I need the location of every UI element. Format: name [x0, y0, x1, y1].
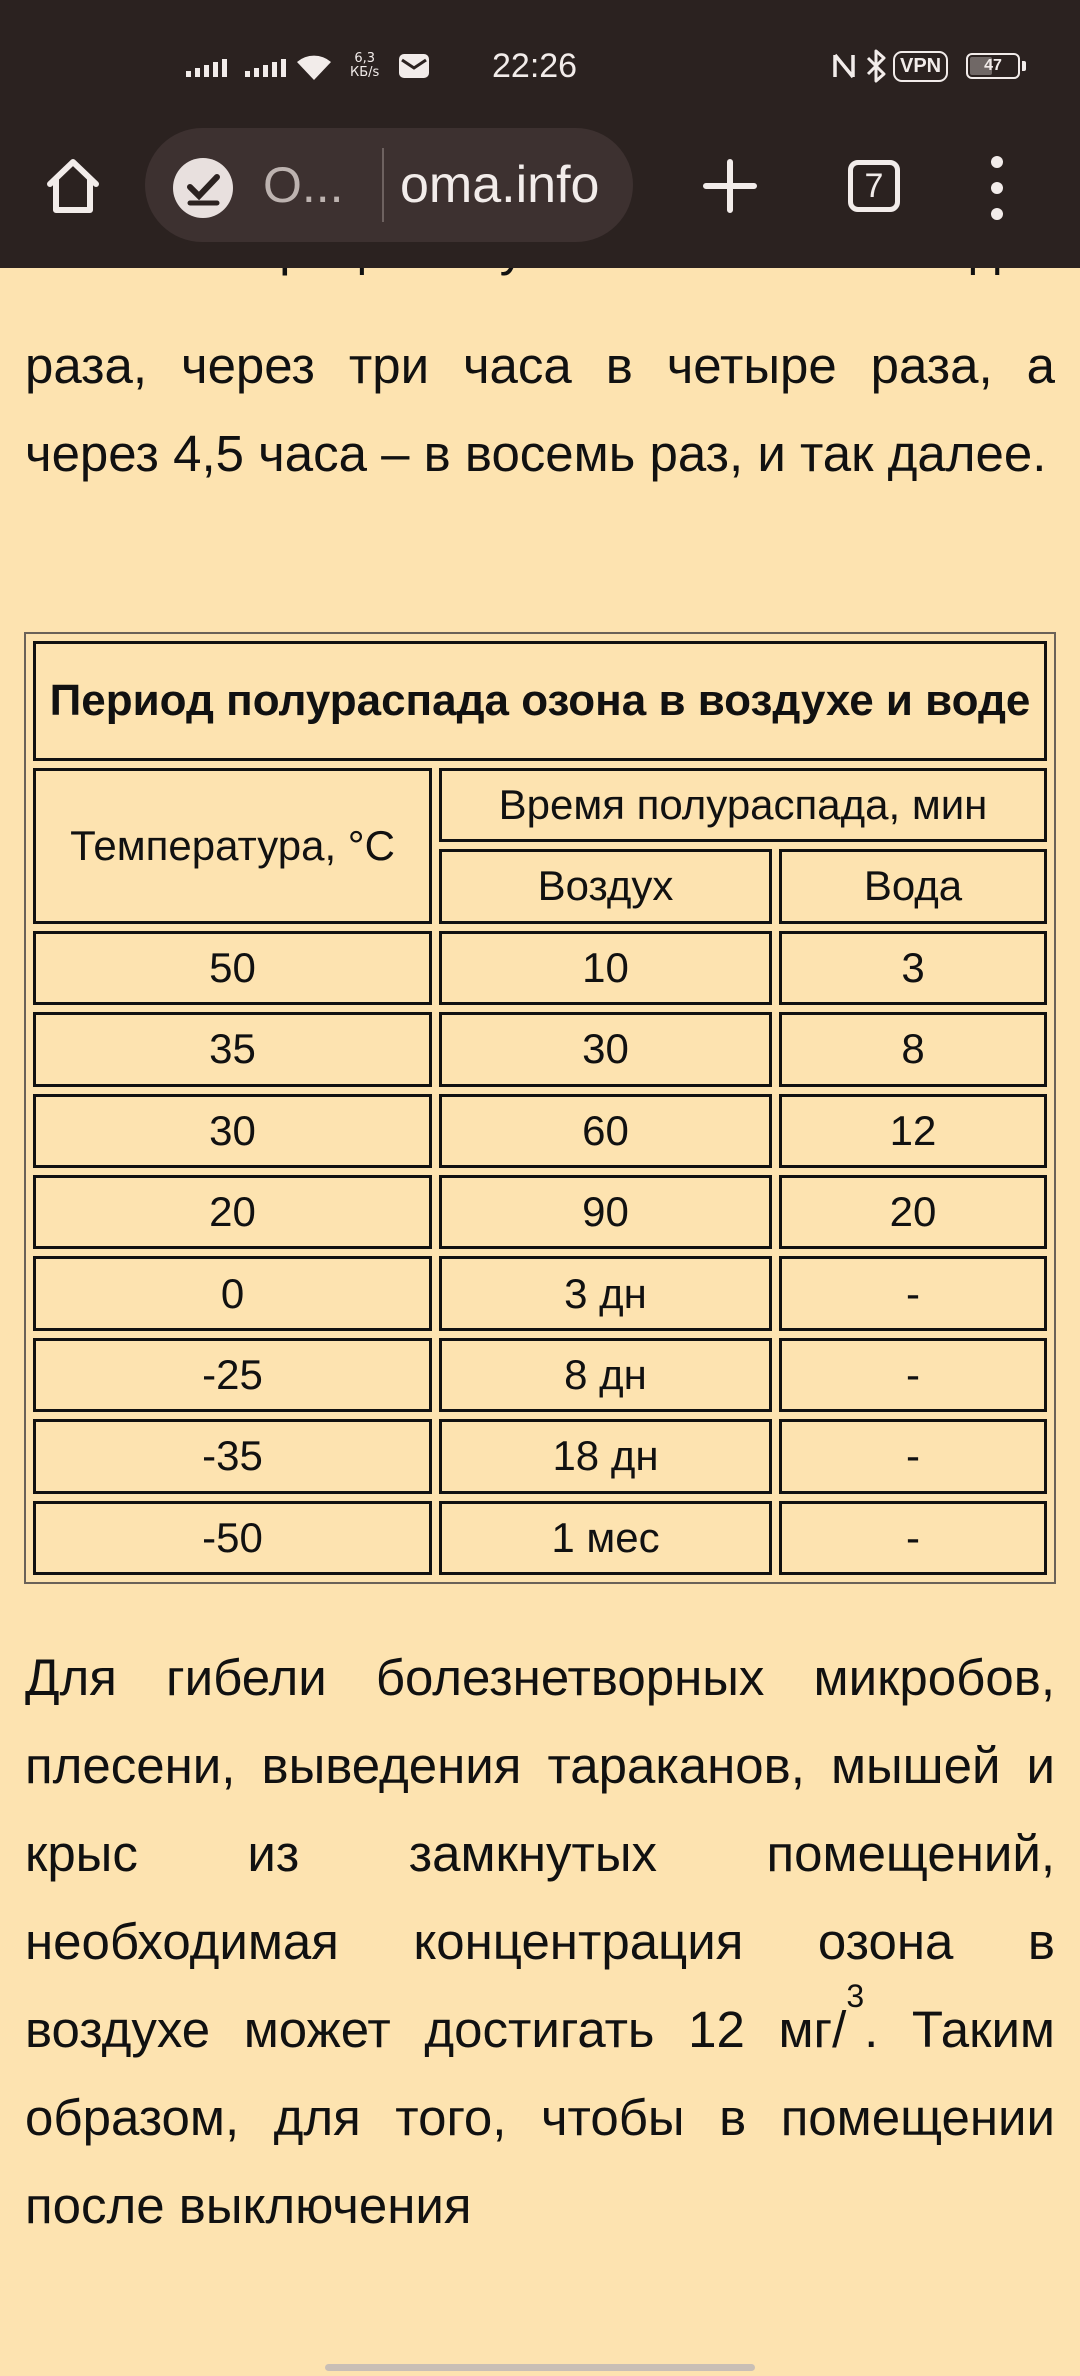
- bluetooth-icon: [864, 40, 888, 92]
- more-menu-button[interactable]: [982, 156, 1012, 220]
- cell-air: 90: [439, 1175, 772, 1249]
- wifi-icon: [294, 40, 334, 92]
- network-speed-unit: КБ/s: [350, 65, 380, 80]
- plus-icon: [700, 156, 760, 216]
- url-text[interactable]: oma.info: [400, 156, 600, 214]
- paragraph-intro: раза, через три часа в четыре раза, а через 4,5 часа – в восемь раз, и так далее.: [25, 337, 1055, 482]
- network-speed: [350, 40, 379, 92]
- vpn-badge: VPN: [893, 51, 948, 82]
- cell-water: 8: [779, 1012, 1047, 1086]
- battery-icon: [966, 53, 1020, 79]
- cell-temperature: 50: [33, 931, 432, 1005]
- gesture-bar[interactable]: [325, 2364, 755, 2371]
- header-air: Воздух: [439, 849, 772, 923]
- address-separator: [382, 148, 384, 222]
- cell-temperature: 30: [33, 1094, 432, 1168]
- cell-temperature: 35: [33, 1012, 432, 1086]
- table-row: [33, 1419, 1047, 1493]
- header-temperature: Температура, °С: [33, 768, 432, 924]
- paragraph-ozone-concentration: [25, 1634, 1055, 2250]
- paragraph-text-tail: . Таким образом, для того, чтобы в помещении после выключения: [25, 2001, 1055, 2234]
- top-bar: [0, 0, 1080, 268]
- cell-air: 18 дн: [439, 1419, 772, 1493]
- table-row: [33, 1012, 1047, 1086]
- page-title-short: О...: [263, 157, 344, 213]
- home-button[interactable]: [38, 150, 108, 220]
- cell-temperature: -50: [33, 1501, 432, 1575]
- address-bar[interactable]: [145, 128, 633, 242]
- cell-water: 3: [779, 931, 1047, 1005]
- cell-temperature: -35: [33, 1419, 432, 1493]
- table-row: [33, 1501, 1047, 1575]
- header-half-life: Время полураспада, мин: [439, 768, 1047, 842]
- table-row: [33, 1338, 1047, 1412]
- cell-air: 8 дн: [439, 1338, 772, 1412]
- new-tab-button[interactable]: [700, 156, 760, 216]
- tab-count: 7: [864, 166, 884, 205]
- cell-air: 3 дн: [439, 1256, 772, 1330]
- cell-air: 1 мес: [439, 1501, 772, 1575]
- cell-air: 60: [439, 1094, 772, 1168]
- paragraph-text: Для гибели болезнетворных микробов, плесени, выведения тараканов, мышей и крыс из замкнутых помещений, необходимая концентрация озона в воздухе может достигать 12 мг/: [25, 1649, 1055, 2058]
- cell-temperature: -25: [33, 1338, 432, 1412]
- nfc-icon: [832, 40, 856, 92]
- cell-temperature: 0: [33, 1256, 432, 1330]
- cell-air: 30: [439, 1012, 772, 1086]
- table-row: [33, 1256, 1047, 1330]
- cell-temperature: 20: [33, 1175, 432, 1249]
- status-bar: [0, 0, 1080, 130]
- ozone-half-life-table: [24, 632, 1056, 1584]
- tab-switcher-button[interactable]: [848, 160, 900, 212]
- battery-level: 47: [984, 57, 1002, 74]
- header-water: Вода: [779, 849, 1047, 923]
- table-row: [33, 1094, 1047, 1168]
- cell-water: 12: [779, 1094, 1047, 1168]
- table-row: [33, 931, 1047, 1005]
- table-row: [33, 1175, 1047, 1249]
- cell-water: -: [779, 1338, 1047, 1412]
- cell-air: 10: [439, 931, 772, 1005]
- cell-water: -: [779, 1419, 1047, 1493]
- signal-2-icon: [245, 40, 286, 92]
- browser-toolbar: [0, 128, 1080, 238]
- mail-icon: [398, 40, 430, 92]
- cell-water: 20: [779, 1175, 1047, 1249]
- superscript: 3: [846, 1978, 865, 2014]
- cell-water: -: [779, 1256, 1047, 1330]
- network-speed-value: 6,3: [354, 51, 375, 66]
- signal-1-icon: [186, 40, 227, 92]
- cell-water: -: [779, 1501, 1047, 1575]
- table-caption: Период полураспада озона в воздухе и воде: [33, 641, 1047, 761]
- site-info-icon[interactable]: [173, 158, 233, 218]
- home-icon: [38, 150, 108, 220]
- clock: 22:26: [492, 46, 578, 85]
